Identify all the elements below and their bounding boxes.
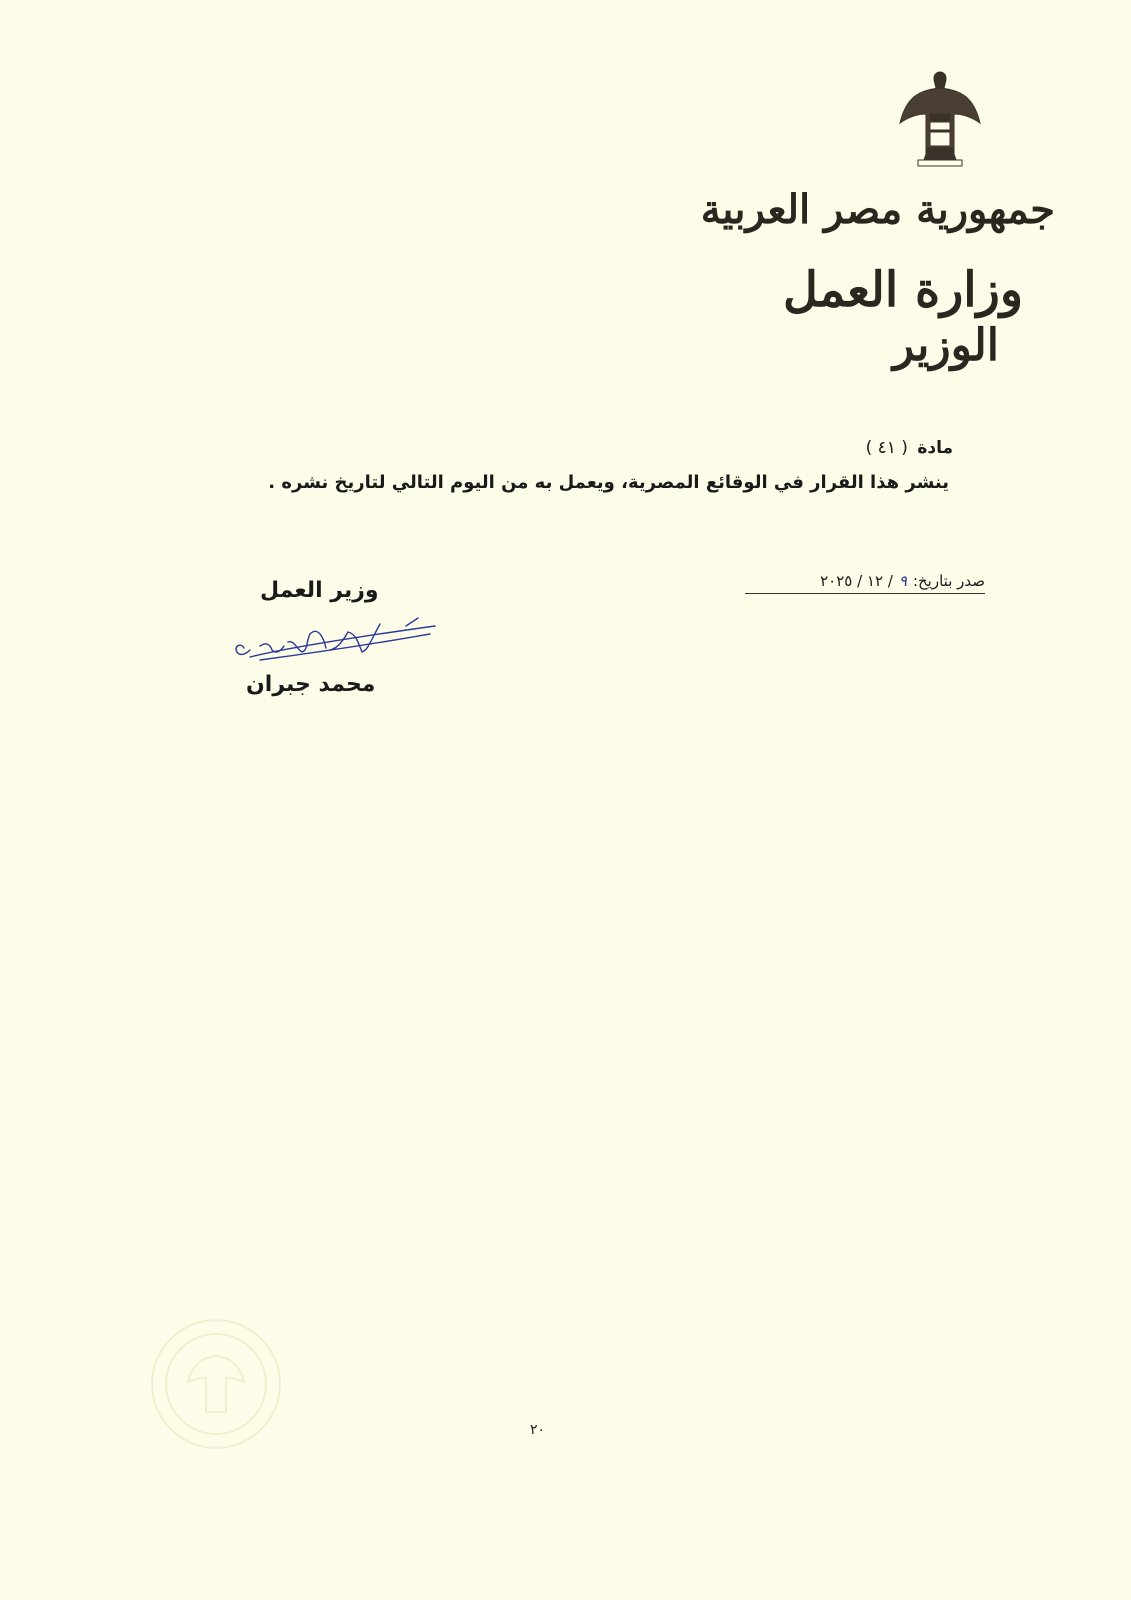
issue-date-rest: / ١٢ / ٢٠٢٥: [820, 572, 893, 590]
article-number: ( ٤١ ): [865, 438, 908, 458]
letterhead-ministry: وزارة العمل: [783, 262, 1023, 318]
official-seal-icon: [148, 1316, 284, 1452]
letterhead-republic: جمهورية مصر العربية: [700, 186, 1055, 233]
issue-date-label: صدر بتاريخ:: [912, 572, 985, 590]
article-text: ينشر هذا القرار في الوقائع المصرية، ويعمل به من اليوم التالي لتاريخ نشره .: [268, 472, 949, 493]
article-heading: [866, 438, 953, 458]
issue-date-day: ٩: [898, 572, 907, 590]
signatory-title: وزير العمل: [260, 578, 379, 603]
signatory-name: محمد جبران: [246, 672, 376, 697]
letterhead-minister: الوزير: [892, 320, 999, 371]
eagle-emblem-icon: [898, 68, 982, 168]
issue-date: [745, 572, 985, 594]
article-label: مادة: [917, 438, 953, 458]
page-number: ٢٠: [530, 1422, 546, 1438]
handwritten-signature: [230, 612, 450, 672]
